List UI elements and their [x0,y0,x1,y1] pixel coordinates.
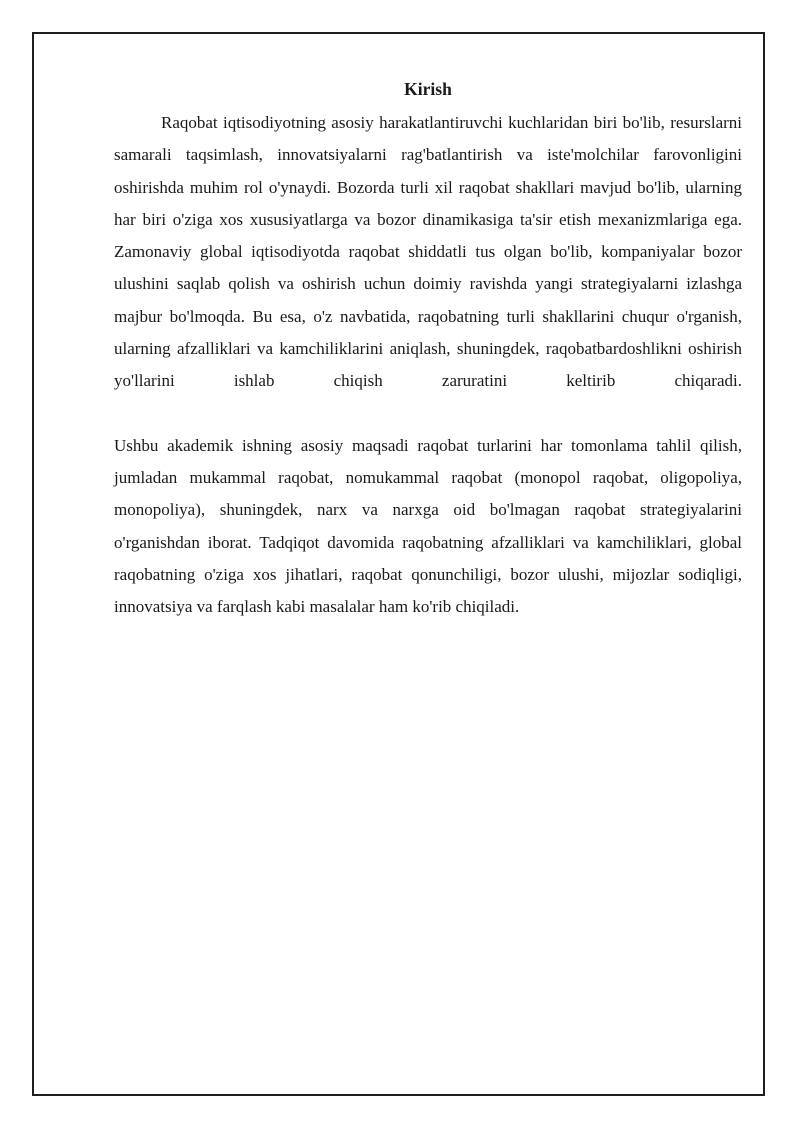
document-title: Kirish [404,79,452,99]
aim-paragraph: Ushbu akademik ishning asosiy maqsadi raqobat turlarini har tomonlama tahlil qilish, jumladan mukammal raqobat, nomukammal raqobat (monopol raqobat, oligopoliya, monopoliya), shuningdek, narx va narxga oid bo'lmagan raqobat strategiyalarini o'rganishdan iborat. Tadqiqot davomida raqobatning afzalliklari va kamchiliklari, global raqobatning o'ziga xos jihatlari, raqobat qonunchiligi, bozor ulushi, mijozlar sodiqligi, innovatsiya va farqlash kabi masalalar ham ko'rib chiqiladi. [114,435,742,617]
paragraph-spacer [114,398,742,430]
document-body [114,76,742,623]
intro-paragraph: Raqobat iqtisodiyotning asosiy harakatlantiruvchi kuchlaridan biri bo'lib, resurslarni samarali taqsimlash, innovatsiyalarni rag'batlantirish va iste'molchilar farovonligini oshirishda muhim rol o'ynaydi. Bozorda turli xil raqobat shakllari mavjud bo'lib, ularning har biri o'ziga xos xususiyatlarga va bozor dinamikasiga ta'sir etish mexanizmlariga ega. Zamonaviy global iqtisodiyotda raqobat shiddatli tus olgan bo'lib, kompaniyalar bozor ulushini saqlab qolish va oshirish uchun doimiy ravishda yangi strategiyalarni izlashga majbur bo'lmoqda. Bu esa, o'z navbatida, raqobatning turli shakllarini chuqur o'rganish, ularning afzalliklari va kamchiliklarini aniqlash, shuningdek, raqobatbardoshlikni oshirish yo'llarini ishlab chiqish zaruratini keltirib chiqaradi. [114,113,742,391]
